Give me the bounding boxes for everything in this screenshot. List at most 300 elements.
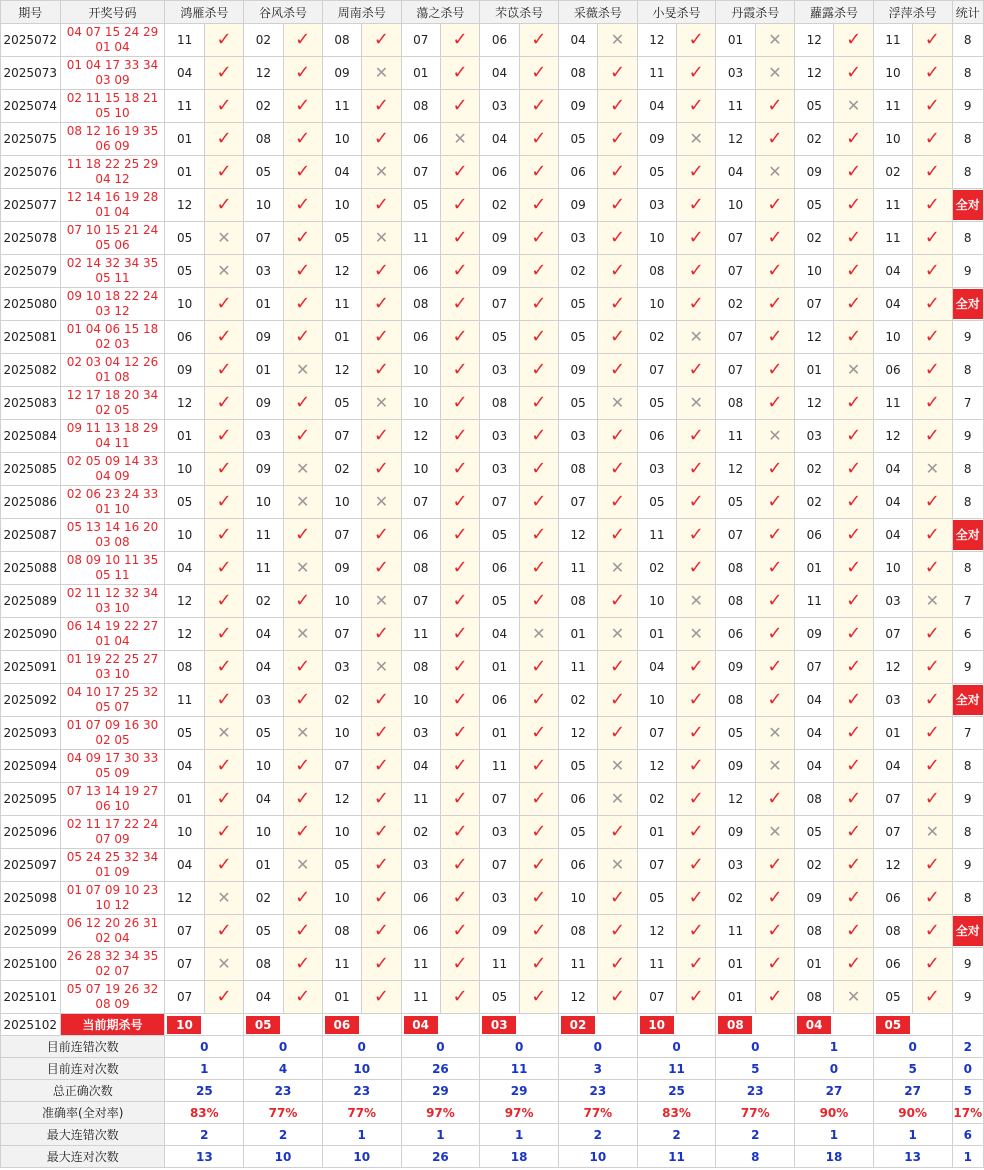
- result-cell: [440, 57, 479, 90]
- result-cell: [755, 123, 794, 156]
- result-cell: [598, 849, 637, 882]
- kill-number: 09: [244, 387, 283, 420]
- result-cell: [677, 354, 716, 387]
- tally-cell: 8: [952, 750, 984, 783]
- result-cell: [362, 750, 401, 783]
- check-icon: ✓: [767, 920, 783, 941]
- kill-number: 01: [165, 420, 204, 453]
- check-icon: ✓: [216, 458, 232, 479]
- kill-number: 12: [795, 321, 834, 354]
- current-kill-cell: [401, 1014, 480, 1036]
- result-cell: [204, 882, 243, 915]
- cross-icon: ✕: [768, 63, 782, 82]
- cross-icon: ✕: [846, 987, 861, 1006]
- check-icon: ✓: [531, 821, 547, 842]
- cross-icon: ✕: [689, 327, 703, 346]
- check-icon: ✓: [846, 425, 862, 446]
- current-issue-row: [1, 1014, 984, 1036]
- check-icon: ✓: [924, 986, 940, 1007]
- issue-number: 2025100: [1, 948, 61, 981]
- back-numbers: 05 07: [95, 700, 130, 714]
- check-icon: ✓: [924, 788, 940, 809]
- check-icon: ✓: [767, 656, 783, 677]
- result-cell: [677, 24, 716, 57]
- check-icon: ✓: [373, 689, 389, 710]
- tally-cell: 9: [952, 90, 984, 123]
- result-cell: [677, 882, 716, 915]
- table-row: [1, 882, 984, 915]
- current-kill-cell: [795, 1014, 874, 1036]
- back-numbers: 05 09: [95, 766, 130, 780]
- issue-number: 2025088: [1, 552, 61, 585]
- kill-number: 05: [480, 519, 519, 552]
- stat-value: 2: [165, 1124, 244, 1146]
- kill-number: 12: [873, 651, 912, 684]
- stat-value: 10: [244, 1146, 323, 1168]
- kill-number: 04: [165, 552, 204, 585]
- check-icon: ✓: [531, 128, 547, 149]
- kill-number: 02: [480, 189, 519, 222]
- check-icon: ✓: [688, 821, 704, 842]
- check-icon: ✓: [609, 656, 626, 677]
- result-cell: [834, 717, 873, 750]
- table-row: [1, 24, 984, 57]
- stat-value: 11: [637, 1146, 716, 1168]
- draw-numbers: [60, 585, 165, 618]
- result-cell: [519, 57, 558, 90]
- header-predictor-3: 周南杀号: [322, 1, 401, 24]
- kill-number: 11: [244, 552, 283, 585]
- front-numbers: 09 10 18 22 24: [66, 289, 159, 303]
- check-icon: ✓: [609, 953, 626, 974]
- issue-number: 2025078: [1, 222, 61, 255]
- check-icon: ✓: [846, 887, 862, 908]
- result-cell: [834, 90, 873, 123]
- check-icon: ✓: [295, 986, 311, 1007]
- result-cell: [440, 354, 479, 387]
- check-icon: ✓: [452, 326, 468, 347]
- check-icon: ✓: [373, 788, 389, 809]
- result-cell: [755, 24, 794, 57]
- result-cell: [519, 156, 558, 189]
- issue-number: 2025090: [1, 618, 61, 651]
- result-cell: [204, 486, 243, 519]
- tally-cell: 9: [952, 420, 984, 453]
- result-cell: [204, 222, 243, 255]
- kill-number: 01: [165, 783, 204, 816]
- check-icon: ✓: [531, 986, 547, 1007]
- draw-numbers: [60, 849, 165, 882]
- result-cell: [677, 453, 716, 486]
- check-icon: ✓: [295, 326, 311, 347]
- check-icon: ✓: [609, 524, 626, 545]
- kill-number: 12: [716, 783, 755, 816]
- result-cell: [362, 24, 401, 57]
- check-icon: ✓: [688, 95, 704, 116]
- check-icon: ✓: [452, 920, 468, 941]
- check-icon: ✓: [767, 359, 783, 380]
- result-cell: [598, 948, 637, 981]
- result-cell: [834, 816, 873, 849]
- check-icon: ✓: [767, 557, 783, 578]
- result-cell: [440, 915, 479, 948]
- check-icon: ✓: [295, 260, 311, 281]
- table-row: [1, 57, 984, 90]
- check-icon: ✓: [688, 788, 704, 809]
- check-icon: ✓: [373, 359, 389, 380]
- check-icon: ✓: [531, 392, 547, 413]
- result-cell: [755, 387, 794, 420]
- check-icon: ✓: [452, 590, 468, 611]
- kill-number: 01: [244, 849, 283, 882]
- kill-number: 03: [244, 684, 283, 717]
- kill-number: 07: [165, 948, 204, 981]
- kill-number: 06: [873, 354, 912, 387]
- kill-number: 12: [716, 453, 755, 486]
- stat-value: 0: [244, 1036, 323, 1058]
- cross-icon: ✕: [610, 855, 625, 874]
- kill-number: 01: [795, 552, 834, 585]
- kill-number: 12: [165, 585, 204, 618]
- kill-number: 04: [322, 156, 361, 189]
- result-cell: [598, 255, 637, 288]
- draw-numbers: [60, 717, 165, 750]
- check-icon: ✓: [924, 491, 940, 512]
- result-cell: [519, 90, 558, 123]
- result-cell: [598, 57, 637, 90]
- check-icon: ✓: [688, 689, 704, 710]
- stat-label: 准确率(全对率): [1, 1102, 165, 1124]
- result-cell: [519, 453, 558, 486]
- kill-number: 09: [637, 123, 676, 156]
- check-icon: ✓: [924, 62, 940, 83]
- back-numbers: 01 08: [95, 370, 130, 384]
- kill-number: 02: [322, 453, 361, 486]
- result-cell: [755, 321, 794, 354]
- kill-number: 04: [873, 255, 912, 288]
- result-cell: [204, 321, 243, 354]
- stat-value: 0: [480, 1036, 559, 1058]
- kill-number: 02: [795, 222, 834, 255]
- check-icon: ✓: [216, 524, 232, 545]
- kill-number: 11: [716, 420, 755, 453]
- check-icon: ✓: [767, 887, 783, 908]
- result-cell: [913, 222, 952, 255]
- check-icon: ✓: [531, 326, 547, 347]
- result-cell: [598, 585, 637, 618]
- check-icon: ✓: [846, 689, 862, 710]
- check-icon: ✓: [767, 95, 783, 116]
- kill-number: 08: [558, 915, 597, 948]
- check-icon: ✓: [452, 953, 468, 974]
- check-icon: ✓: [531, 887, 547, 908]
- back-numbers: 07 09: [95, 832, 130, 846]
- check-icon: ✓: [609, 227, 626, 248]
- check-icon: ✓: [531, 722, 547, 743]
- kill-number: 10: [165, 453, 204, 486]
- kill-number: 04: [401, 750, 440, 783]
- result-cell: [283, 420, 322, 453]
- check-icon: ✓: [216, 491, 232, 512]
- kill-number: 01: [244, 288, 283, 321]
- result-cell: [519, 420, 558, 453]
- cross-icon: ✕: [217, 888, 231, 907]
- check-icon: ✓: [452, 821, 468, 842]
- check-icon: ✓: [531, 491, 547, 512]
- result-cell: [834, 420, 873, 453]
- table-row: [1, 948, 984, 981]
- kill-number: 10: [244, 816, 283, 849]
- header-predictor-5: 芣苡杀号: [480, 1, 559, 24]
- kill-number: 08: [795, 981, 834, 1014]
- stat-value: 2: [952, 1036, 984, 1058]
- result-cell: [440, 717, 479, 750]
- cross-icon: ✕: [689, 129, 703, 148]
- result-cell: [440, 684, 479, 717]
- cross-icon: ✕: [768, 822, 782, 841]
- kill-number: 01: [165, 123, 204, 156]
- check-icon: ✓: [609, 887, 626, 908]
- kill-number: 07: [480, 288, 519, 321]
- check-icon: ✓: [688, 458, 704, 479]
- draw-numbers: [60, 684, 165, 717]
- check-icon: ✓: [531, 590, 547, 611]
- all-right-badge: 全对: [953, 289, 983, 319]
- stat-value: 1: [322, 1124, 401, 1146]
- kill-number: 11: [480, 948, 519, 981]
- stat-value: 11: [637, 1058, 716, 1080]
- result-cell: [204, 750, 243, 783]
- kill-number: 06: [558, 783, 597, 816]
- kill-number: 10: [401, 684, 440, 717]
- kill-number: 09: [244, 321, 283, 354]
- check-icon: ✓: [295, 29, 311, 50]
- check-icon: ✓: [295, 293, 311, 314]
- tally-cell: 8: [952, 24, 984, 57]
- kill-number: 02: [558, 684, 597, 717]
- check-icon: ✓: [531, 425, 547, 446]
- stat-value: 8: [716, 1146, 795, 1168]
- result-cell: [362, 255, 401, 288]
- check-icon: ✓: [531, 227, 547, 248]
- issue-number: 2025073: [1, 57, 61, 90]
- result-cell: [677, 486, 716, 519]
- kill-number: 07: [165, 915, 204, 948]
- stat-value: 26: [401, 1058, 480, 1080]
- kill-number: 10: [244, 750, 283, 783]
- kill-number: 08: [716, 552, 755, 585]
- stat-value: 0: [952, 1058, 984, 1080]
- result-cell: [204, 354, 243, 387]
- current-kill-number: 05: [876, 1016, 910, 1034]
- back-numbers: 01 04: [95, 40, 130, 54]
- result-cell: [204, 684, 243, 717]
- kill-number: 03: [637, 189, 676, 222]
- kill-number: 01: [558, 618, 597, 651]
- check-icon: ✓: [846, 227, 862, 248]
- front-numbers: 02 06 23 24 33: [66, 487, 159, 501]
- stat-row: [1, 1058, 984, 1080]
- result-cell: [755, 354, 794, 387]
- kill-number: 02: [795, 849, 834, 882]
- check-icon: ✓: [295, 953, 311, 974]
- stat-value: 2: [716, 1124, 795, 1146]
- front-numbers: 04 09 17 30 33: [66, 751, 159, 765]
- check-icon: ✓: [688, 491, 704, 512]
- result-cell: [834, 123, 873, 156]
- result-cell: [362, 420, 401, 453]
- result-cell: [755, 915, 794, 948]
- check-icon: ✓: [688, 953, 704, 974]
- check-icon: ✓: [216, 293, 232, 314]
- result-cell: [283, 24, 322, 57]
- kill-number: 05: [637, 882, 676, 915]
- result-cell: [834, 57, 873, 90]
- kill-number: 05: [558, 750, 597, 783]
- stat-value: 77%: [558, 1102, 637, 1124]
- result-cell: [677, 783, 716, 816]
- issue-number: 2025086: [1, 486, 61, 519]
- result-cell: [283, 915, 322, 948]
- kill-number: 11: [716, 90, 755, 123]
- check-icon: ✓: [688, 29, 704, 50]
- check-icon: ✓: [216, 95, 232, 116]
- cross-icon: ✕: [295, 723, 310, 742]
- tally-cell: 9: [952, 849, 984, 882]
- kill-number: 08: [637, 255, 676, 288]
- check-icon: ✓: [609, 293, 626, 314]
- stat-value: 23: [322, 1080, 401, 1102]
- kill-number: 05: [480, 321, 519, 354]
- front-numbers: 01 04 17 33 34: [66, 58, 159, 72]
- kill-number: 10: [873, 552, 912, 585]
- kill-number: 03: [873, 684, 912, 717]
- front-numbers: 04 07 15 24 29: [66, 25, 159, 39]
- result-cell: [283, 717, 322, 750]
- cross-icon: ✕: [295, 558, 310, 577]
- check-icon: ✓: [452, 227, 468, 248]
- check-icon: ✓: [609, 359, 626, 380]
- result-cell: [834, 288, 873, 321]
- check-icon: ✓: [846, 293, 862, 314]
- kill-number: 02: [873, 156, 912, 189]
- kill-number: 07: [873, 783, 912, 816]
- kill-number: 05: [244, 915, 283, 948]
- kill-number: 08: [558, 57, 597, 90]
- result-cell: [677, 915, 716, 948]
- stat-value: 18: [795, 1146, 874, 1168]
- result-cell: [913, 57, 952, 90]
- draw-numbers: [60, 651, 165, 684]
- kill-number: 10: [401, 354, 440, 387]
- kill-number: 11: [637, 948, 676, 981]
- stat-value: 2: [637, 1124, 716, 1146]
- result-cell: [598, 816, 637, 849]
- kill-number: 10: [401, 387, 440, 420]
- kill-number: 10: [795, 255, 834, 288]
- check-icon: ✓: [531, 788, 547, 809]
- kill-number: 03: [716, 849, 755, 882]
- result-cell: [677, 57, 716, 90]
- result-cell: [755, 90, 794, 123]
- check-icon: ✓: [609, 194, 626, 215]
- kill-number: 08: [716, 585, 755, 618]
- check-icon: ✓: [295, 194, 311, 215]
- result-cell: [519, 24, 558, 57]
- check-icon: ✓: [373, 821, 389, 842]
- kill-number: 09: [558, 90, 597, 123]
- result-cell: [834, 618, 873, 651]
- kill-number: 12: [165, 882, 204, 915]
- result-cell: [834, 849, 873, 882]
- kill-number: 10: [637, 288, 676, 321]
- result-cell: [362, 453, 401, 486]
- table-row: [1, 255, 984, 288]
- check-icon: ✓: [609, 986, 626, 1007]
- result-cell: [834, 453, 873, 486]
- kill-number: 12: [322, 255, 361, 288]
- cross-icon: ✕: [374, 492, 389, 511]
- result-cell: [283, 948, 322, 981]
- stat-value: 1: [480, 1124, 559, 1146]
- header-predictor-6: 采薇杀号: [558, 1, 637, 24]
- back-numbers: 04 12: [95, 172, 130, 186]
- result-cell: [913, 981, 952, 1014]
- table-row: [1, 387, 984, 420]
- result-cell: [834, 321, 873, 354]
- current-kill-cell: [165, 1014, 244, 1036]
- table-row: [1, 981, 984, 1014]
- check-icon: ✓: [924, 326, 940, 347]
- kill-number: 10: [322, 717, 361, 750]
- result-cell: [519, 354, 558, 387]
- kill-number: 07: [795, 288, 834, 321]
- kill-number: 08: [873, 915, 912, 948]
- stat-value: 1: [165, 1058, 244, 1080]
- kill-number: 03: [480, 420, 519, 453]
- result-cell: [598, 783, 637, 816]
- kill-number: 11: [401, 222, 440, 255]
- kill-number: 05: [873, 981, 912, 1014]
- tally-cell: 8: [952, 123, 984, 156]
- tally-cell: 8: [952, 354, 984, 387]
- stat-row: [1, 1102, 984, 1124]
- result-cell: [362, 882, 401, 915]
- kill-number: 01: [637, 816, 676, 849]
- tally-cell: [952, 189, 984, 222]
- kill-number: 04: [244, 981, 283, 1014]
- check-icon: ✓: [295, 821, 311, 842]
- check-icon: ✓: [846, 854, 862, 875]
- cross-icon: ✕: [768, 162, 782, 181]
- kill-number: 06: [165, 321, 204, 354]
- stat-value: 97%: [480, 1102, 559, 1124]
- result-cell: [755, 519, 794, 552]
- issue-number: 2025097: [1, 849, 61, 882]
- front-numbers: 02 11 17 22 24: [66, 817, 159, 831]
- check-icon: ✓: [452, 557, 468, 578]
- kill-number: 05: [637, 486, 676, 519]
- kill-number: 05: [558, 288, 597, 321]
- kill-number: 10: [322, 882, 361, 915]
- result-cell: [283, 156, 322, 189]
- back-numbers: 03 10: [95, 667, 130, 681]
- kill-number: 12: [795, 24, 834, 57]
- back-numbers: 04 09: [95, 469, 130, 483]
- result-cell: [283, 585, 322, 618]
- check-icon: ✓: [452, 425, 468, 446]
- result-cell: [204, 123, 243, 156]
